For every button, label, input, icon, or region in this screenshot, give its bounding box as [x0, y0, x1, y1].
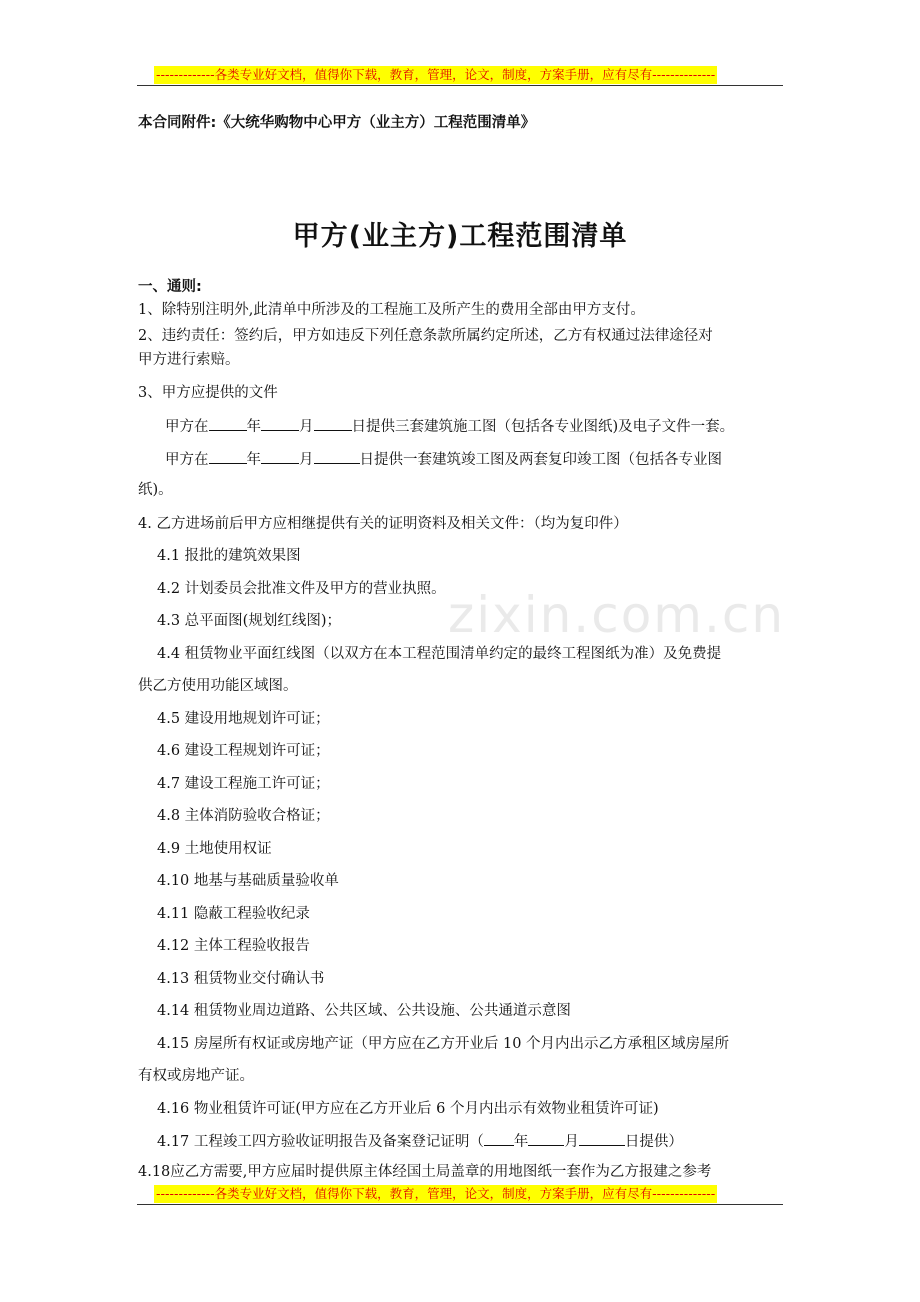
watermark: zixin.com.cn	[448, 586, 786, 644]
list-item: 4.8 主体消防验收合格证；	[157, 808, 330, 824]
list-item: 4.6 建设工程规划许可证；	[157, 743, 330, 759]
text: 年	[246, 452, 261, 468]
footer-rule	[137, 1204, 783, 1205]
header-rule	[137, 85, 783, 86]
blank-field	[261, 416, 299, 431]
blank-field	[528, 1131, 564, 1146]
list-item: 4.12 主体工程验收报告	[157, 938, 310, 954]
blank-field	[209, 416, 247, 431]
list-item: 4.5 建设用地规划许可证；	[157, 711, 330, 727]
blank-field	[579, 1131, 625, 1146]
paragraph-3-2-cont: 纸)。	[138, 482, 173, 498]
blank-field	[484, 1131, 514, 1146]
page-title: 甲方(业主方)工程范围清单	[292, 221, 628, 252]
list-item: 4.10 地基与基础质量验收单	[157, 873, 339, 889]
section-heading: 一、通则:	[138, 279, 202, 295]
paragraph-4: 4. 乙方进场前后甲方应相继提供有关的证明资料及相关文件：（均为复印件）	[138, 516, 628, 532]
text: 月	[299, 452, 314, 468]
list-item: 4.3 总平面图(规划红线图)；	[157, 613, 341, 629]
paragraph-3-1	[165, 416, 734, 437]
blank-field	[209, 449, 247, 464]
list-item	[157, 1131, 683, 1152]
list-item: 4.16 物业租赁许可证(甲方应在乙方开业后 6 个月内出示有效物业租赁许可证)	[157, 1101, 659, 1117]
list-item-cont: 有权或房地产证。	[138, 1068, 254, 1084]
list-item: 4.13 租赁物业交付确认书	[157, 971, 325, 987]
text: 月	[299, 419, 314, 435]
text: 日提供三套建筑施工图（包括各专业图纸)及电子文件一套。	[351, 419, 735, 435]
list-item: 4.9 土地使用权证	[157, 841, 272, 857]
text: 日提供一套建筑竣工图及两套复印竣工图（包括各专业图	[359, 452, 722, 468]
list-item: 4.18应乙方需要,甲方应届时提供原主体经国土局盖章的用地图纸一套作为乙方报建之参考	[138, 1164, 712, 1180]
paragraph-2: 2、违约责任：签约后，甲方如违反下列任意条款所属约定所述，乙方有权通过法律途径对	[138, 328, 713, 344]
text: 甲方在	[165, 419, 209, 435]
text: 年	[513, 1134, 529, 1150]
text: 年	[246, 419, 261, 435]
text: 月	[564, 1134, 579, 1150]
paragraph-3: 3、甲方应提供的文件	[138, 385, 278, 401]
blank-field	[261, 449, 299, 464]
list-item: 4.11 隐蔽工程验收纪录	[157, 906, 310, 922]
text: 4.17 工程竣工四方验收证明报告及备案登记证明（	[157, 1134, 484, 1150]
attachment-line: 本合同附件:《大统华购物中心甲方（业主方）工程范围清单》	[138, 115, 536, 131]
list-item: 4.1 报批的建筑效果图	[157, 548, 301, 564]
list-item-cont: 供乙方使用功能区域图。	[138, 678, 298, 694]
blank-field	[314, 416, 352, 431]
text: 日提供）	[624, 1134, 683, 1150]
list-item: 4.7 建设工程施工许可证；	[157, 776, 330, 792]
paragraph-1: 1、除特别注明外,此清单中所涉及的工程施工及所产生的费用全部由甲方支付。	[138, 302, 645, 318]
paragraph-2-cont: 甲方进行索赔。	[138, 352, 240, 368]
paragraph-3-2	[165, 449, 722, 470]
list-item: 4.2 计划委员会批准文件及甲方的营业执照。	[157, 581, 446, 597]
list-item: 4.4 租赁物业平面红线图（以双方在本工程范围清单约定的最终工程图纸为准）及免费提	[157, 646, 722, 662]
footer-banner: -------------各类专业好文档，值得你下载，教育，管理，论文，制度，方案手册，应有尽有--------------	[156, 1186, 716, 1201]
list-item: 4.15 房屋所有权证或房地产证（甲方应在乙方开业后 10 个月内出示乙方承租区域房屋所	[157, 1036, 730, 1052]
text: 甲方在	[165, 452, 209, 468]
blank-field	[314, 449, 360, 464]
list-item: 4.14 租赁物业周边道路、公共区域、公共设施、公共通道示意图	[157, 1003, 571, 1019]
header-banner: -------------各类专业好文档，值得你下载，教育，管理，论文，制度，方案手册，应有尽有--------------	[156, 67, 716, 82]
